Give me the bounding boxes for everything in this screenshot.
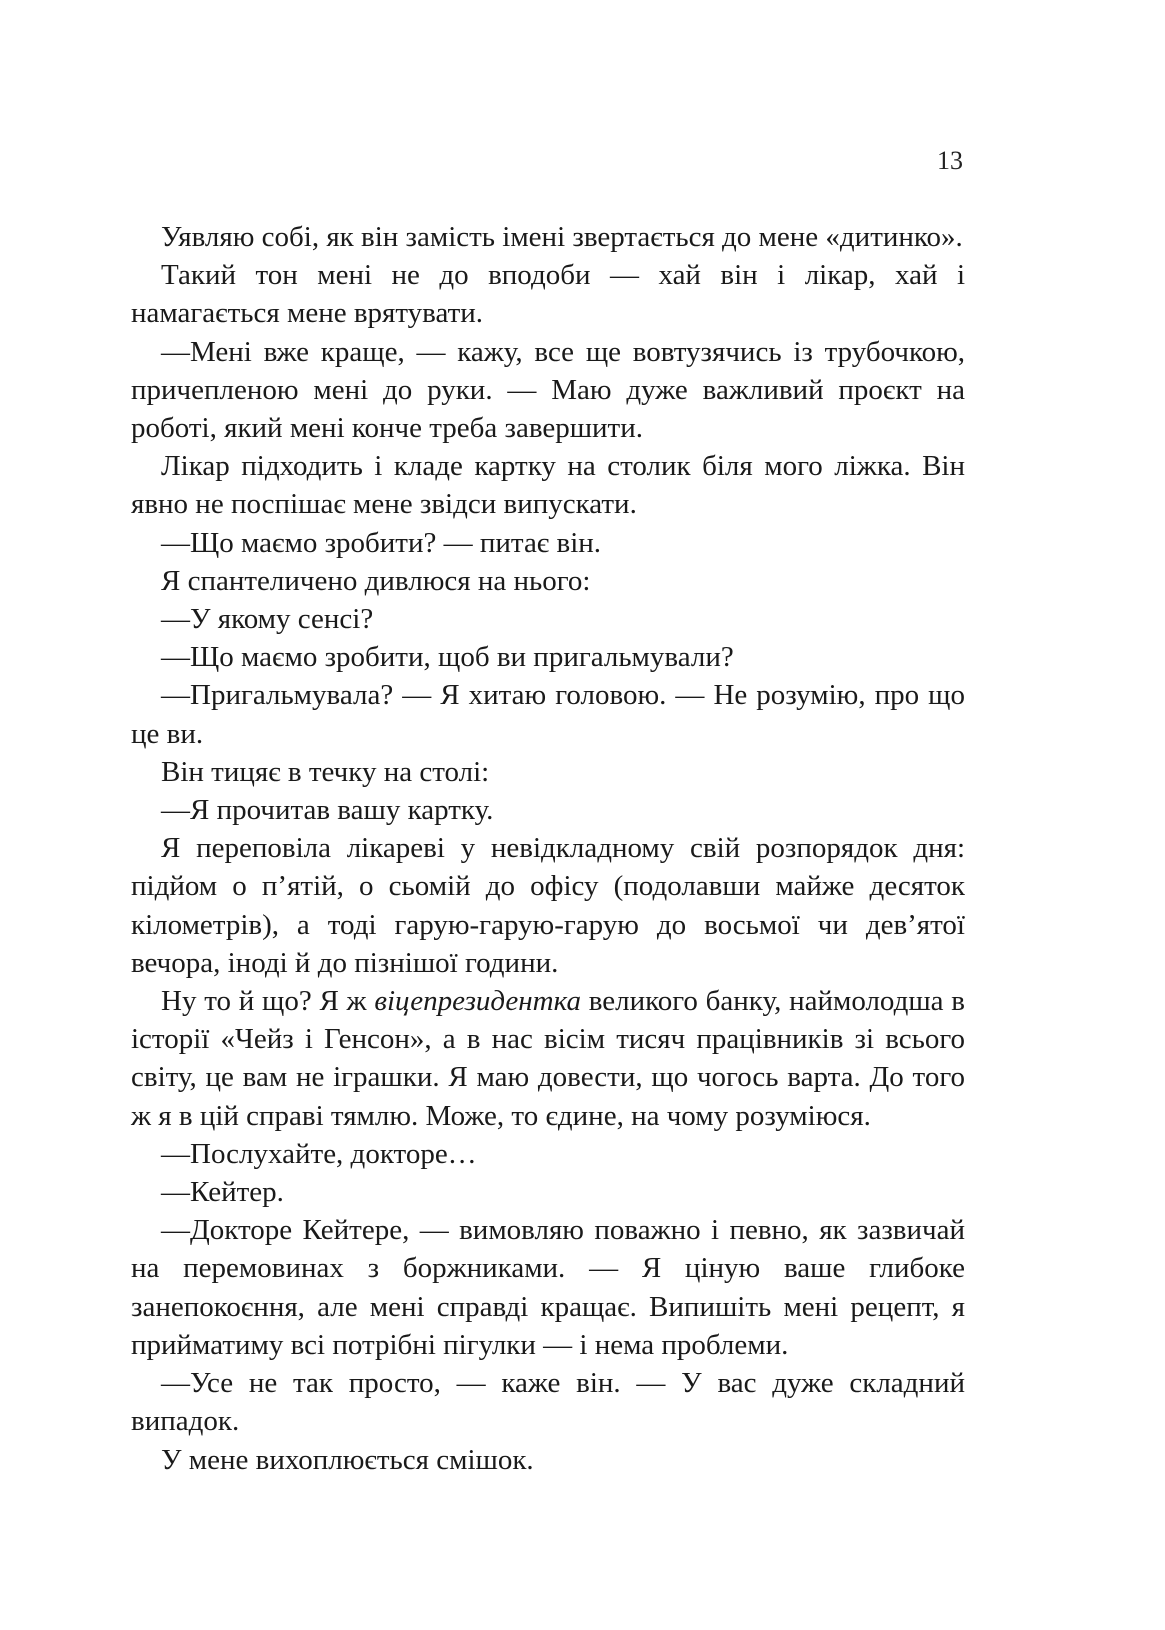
paragraph-text-after: великого банку, наймолодша в історії «Чейз і Генсон», а в нас вісім тисяч працівників зі всього світу, це вам не іграшки. Я маю довести, що чогось варта. До того ж я в цій справі тямлю. Може, то єдине, на чому розуміюся.	[131, 985, 966, 1132]
dialogue-line: —Що маємо зробити, щоб ви пригальмували?	[161, 641, 734, 674]
dialogue-line: —У якому сенсі?	[161, 603, 374, 636]
dialogue-line: —Що маємо зробити? — питає він.	[161, 526, 602, 559]
dialogue-line: —Я прочитав вашу картку.	[161, 794, 494, 827]
dialogue-line: —Усе не так просто, — каже він. — У вас дуже складний випадок.	[131, 1367, 965, 1438]
paragraph: Уявляю собі, як він замість імені звертається до мене «дитинко».	[161, 221, 963, 253]
paragraph: Лікар підходить і кладе картку на столик біля мого ліжка. Він явно не поспішає мене звідси випускати.	[131, 450, 965, 521]
paragraph: У мене вихоплюється смішок.	[161, 1443, 534, 1476]
dialogue-line: —Послухайте, докторе…	[161, 1137, 477, 1170]
paragraph: Він тицяє в течку на столі:	[161, 755, 490, 788]
dialogue-line: —Докторе Кейтере, — вимовляю поважно і певно, як зазвичай на перемовинах з боржниками. — Я ціную ваше глибоке занепокоєння, але мені справді кращає. Випишіть мені рецепт, я прийматиму всі потрібні пігулки — і нема проблеми.	[131, 1214, 965, 1361]
paragraph-text-before: Ну то й що? Я ж	[161, 985, 375, 1018]
paragraph-with-emphasis	[131, 982, 965, 1135]
dialogue-line: —Мені вже краще, — кажу, все ще вовтузячись із трубочкою, причепленою мені до руки. — Маю дуже важливий проєкт на роботі, який мені конче треба завершити.	[131, 335, 965, 445]
paragraph: Такий тон мені не до вподоби — хай він і лікар, хай і намагається мене врятувати.	[131, 259, 965, 330]
paragraph: Я спантеличено дивлюся на нього:	[161, 564, 591, 597]
dialogue-line: —Кейтер.	[161, 1176, 284, 1209]
paragraph: Я переповіла лікареві у невідкладному свій розпорядок дня: підйом о п’ятій, о сьомій до офісу (подолавши майже десяток кілометрів), а тоді гарую-гарую-гарую до восьмої чи дев’ятої вечора, іноді й до пізнішої години.	[131, 832, 965, 979]
emphasized-word: віцепрезидентка	[374, 985, 581, 1018]
page-number: 13	[937, 146, 963, 175]
body-text	[131, 218, 965, 1479]
dialogue-line: —Пригальмувала? — Я хитаю головою. — Не розумію, про що це ви.	[131, 679, 965, 750]
